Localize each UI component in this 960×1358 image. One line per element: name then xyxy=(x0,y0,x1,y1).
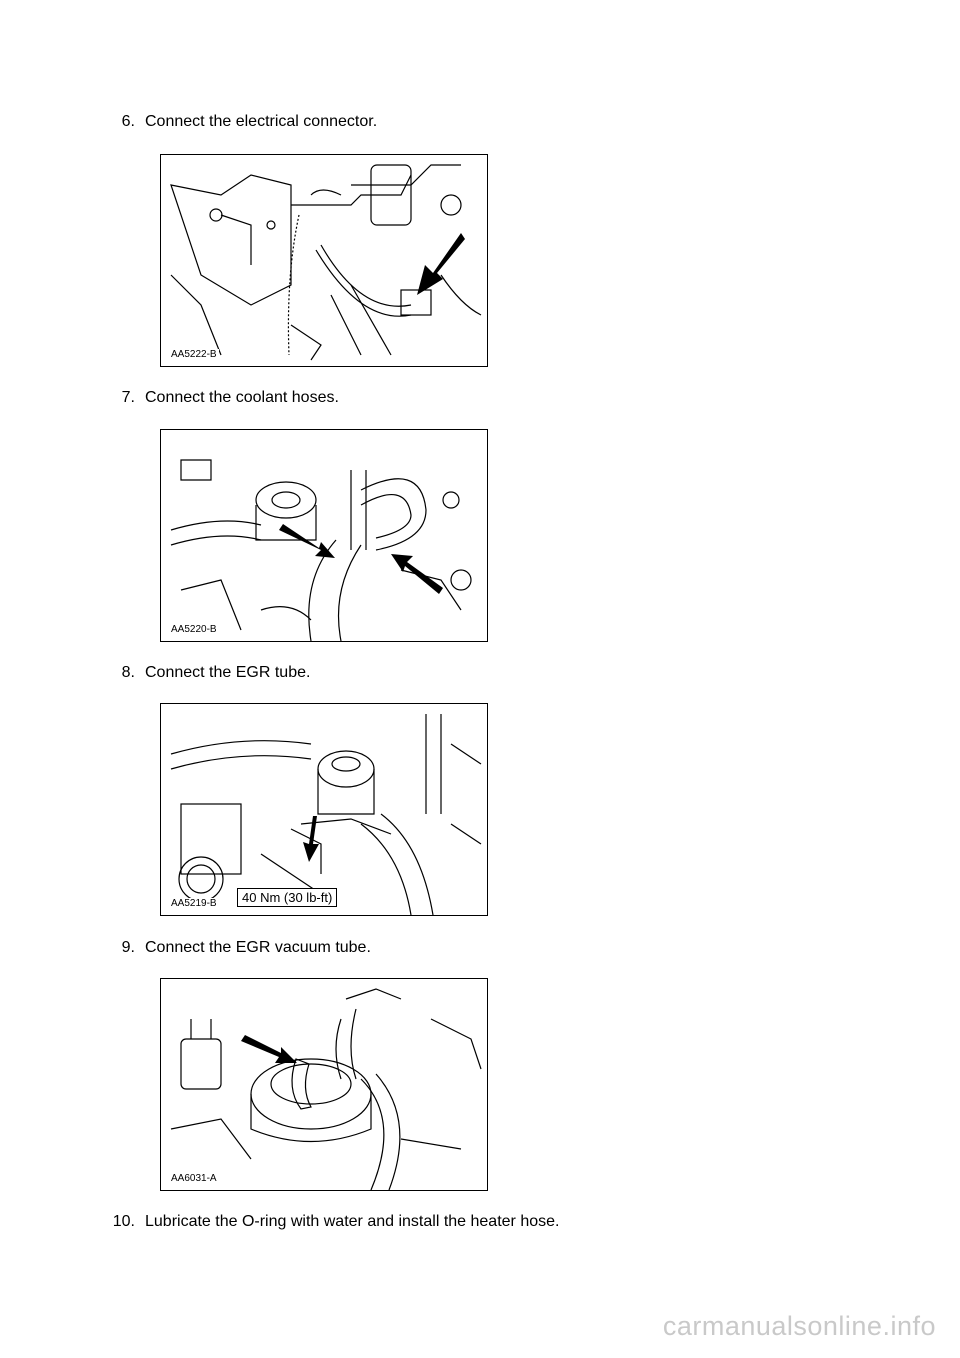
figure-code: AA5219-B xyxy=(171,898,217,909)
step-number: 10. xyxy=(112,1213,135,1230)
watermark: carmanualsonline.info xyxy=(662,1311,936,1341)
figure-code: AA6031-A xyxy=(171,1173,217,1184)
figure-code: AA5220-B xyxy=(171,624,217,635)
step-text: Connect the coolant hoses. xyxy=(145,389,339,406)
figure-electrical-connector xyxy=(160,154,488,367)
step-number: 7. xyxy=(121,389,135,406)
figure-egr-vacuum-tube xyxy=(160,978,488,1191)
step-number: 6. xyxy=(121,113,135,130)
figure-egr-tube xyxy=(160,703,488,916)
step-text: Lubricate the O-ring with water and install the heater hose. xyxy=(145,1213,560,1230)
engine-illustration-2 xyxy=(161,430,487,641)
figure-coolant-hoses xyxy=(160,429,488,642)
step-text: Connect the electrical connector. xyxy=(145,113,378,130)
figure-code: AA5222-B xyxy=(171,349,217,360)
step-text: Connect the EGR vacuum tube. xyxy=(145,939,371,956)
engine-illustration-4 xyxy=(161,979,487,1190)
step-number: 8. xyxy=(121,664,135,681)
engine-illustration-1 xyxy=(161,155,487,366)
step-text: Connect the EGR tube. xyxy=(145,664,311,681)
step-number: 9. xyxy=(121,939,135,956)
engine-illustration-3 xyxy=(161,704,487,915)
torque-callout: 40 Nm (30 lb-ft) xyxy=(237,888,337,907)
